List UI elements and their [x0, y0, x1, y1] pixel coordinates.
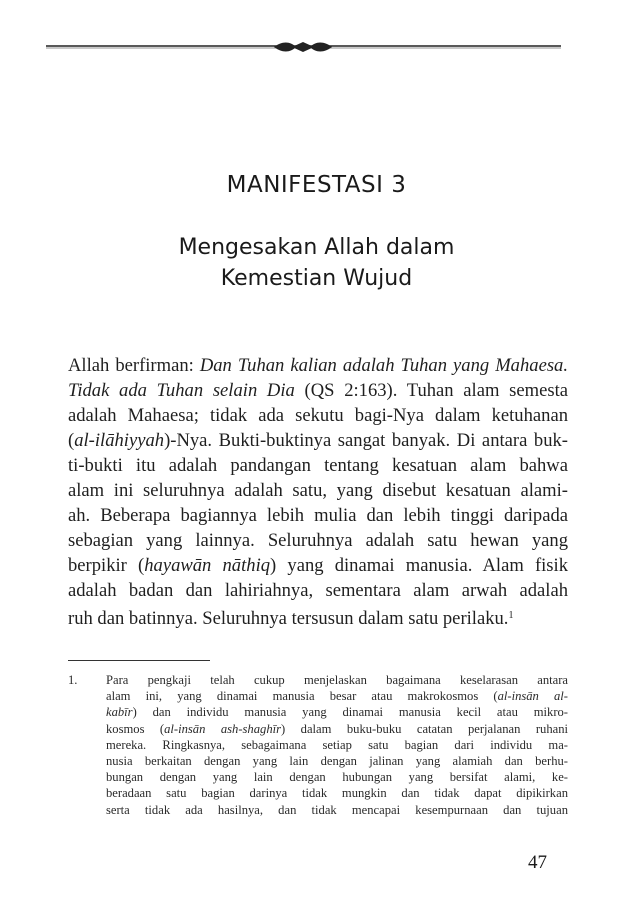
footnote-line [106, 688, 568, 704]
text-run: (QS 2:163). Tuhan alam semesta [294, 380, 568, 401]
footnote-divider [68, 660, 210, 661]
text-run: ruh dan batinnya. Seluruhnya tersusun dalam satu perilaku. [68, 608, 509, 629]
text-run: ) yang dinamai manusia. Alam fisik [270, 555, 569, 576]
footnote-line [106, 721, 568, 737]
footnote-line: mereka. Ringkasnya, sebagaimana setiap satu bagian dari individu ma- [106, 737, 568, 752]
paragraph-line: ti-bukti itu adalah pandangan tentang kesatuan alam bahwa [68, 455, 568, 476]
arabic-term: al-insān al- [497, 689, 569, 704]
page-number: 47 [528, 852, 547, 873]
body-paragraph [68, 353, 568, 628]
paragraph-line [68, 553, 568, 578]
text-run: Allah berfirman: [68, 355, 200, 376]
text-run: )-Nya. Bukti-buktinya sangat banyak. Di antara buk- [164, 430, 568, 451]
paragraph-line: alam ini seluruhnya adalah satu, yang disebut kesatuan alami- [68, 480, 568, 501]
paragraph-line [68, 603, 568, 628]
text-run: kosmos ( [106, 721, 165, 736]
paragraph-line [68, 428, 568, 453]
chapter-title: MANIFESTASI 3 [226, 172, 407, 198]
footnote-line: nusia berkaitan dengan yang lain dengan jalinan yang alamiah dan berhu- [106, 753, 568, 768]
arabic-term: al-ilāhiyyah [74, 430, 165, 451]
quran-quote: Dan Tuhan kalian adalah Tuhan yang Mahaesa. [199, 355, 569, 376]
paragraph-line [68, 378, 568, 403]
paragraph-line: sebagian yang lainnya. Seluruhnya adalah satu hewan yang [68, 530, 568, 551]
footnote-line: beradaan satu bagian darinya tidak mungkin dan tidak dapat dipikirkan [106, 786, 568, 801]
footnote-line [106, 704, 568, 720]
arabic-term: kabīr [106, 705, 133, 720]
quran-quote: Tidak ada Tuhan selain Dia [68, 380, 295, 401]
paragraph-line [68, 353, 568, 378]
paragraph-line: ah. Beberapa bagiannya lebih mulia dan lebih tinggi daripada [68, 505, 568, 526]
subtitle-line: Mengesakan Allah dalam [178, 235, 455, 260]
footnote-line: serta tidak ada hasilnya, dan tidak mencapai kesempurnaan dan tujuan [106, 802, 568, 817]
footnote-line: Para pengkaji telah cukup menjelaskan bagaimana keselarasan antara [106, 673, 568, 687]
footnote-reference[interactable]: 1 [508, 610, 514, 621]
arabic-term: al-insān ash-shaghīr [164, 721, 282, 736]
footnote-body [106, 672, 568, 818]
footnote-line: bungan dengan yang lain dengan hubungan yang bersifat alami, ke- [106, 770, 568, 785]
text-run: ( [68, 430, 75, 451]
paragraph-line: adalah Mahaesa; tidak ada sekutu bagi-Nya dalam ketuhanan [68, 405, 568, 426]
text-run: berpikir ( [68, 555, 145, 576]
footnote-number: 1. [68, 673, 78, 687]
paragraph-line: adalah badan dan lahiriahnya, sementara alam arwah adalah [68, 580, 568, 601]
header-ornament [46, 40, 561, 54]
subtitle-line: Kemestian Wujud [220, 266, 413, 291]
text-run: ) dalam buku-buku catatan perjalanan ruhani [281, 721, 569, 736]
chapter-subtitle [0, 232, 633, 294]
text-run: alam ini, yang dinamai manusia besar atau makrokosmos ( [106, 689, 498, 704]
text-run: ) dan individu manusia yang dinamai manusia kecil atau mikro- [132, 705, 568, 720]
arabic-term: hayawān nāthiq [144, 555, 271, 576]
